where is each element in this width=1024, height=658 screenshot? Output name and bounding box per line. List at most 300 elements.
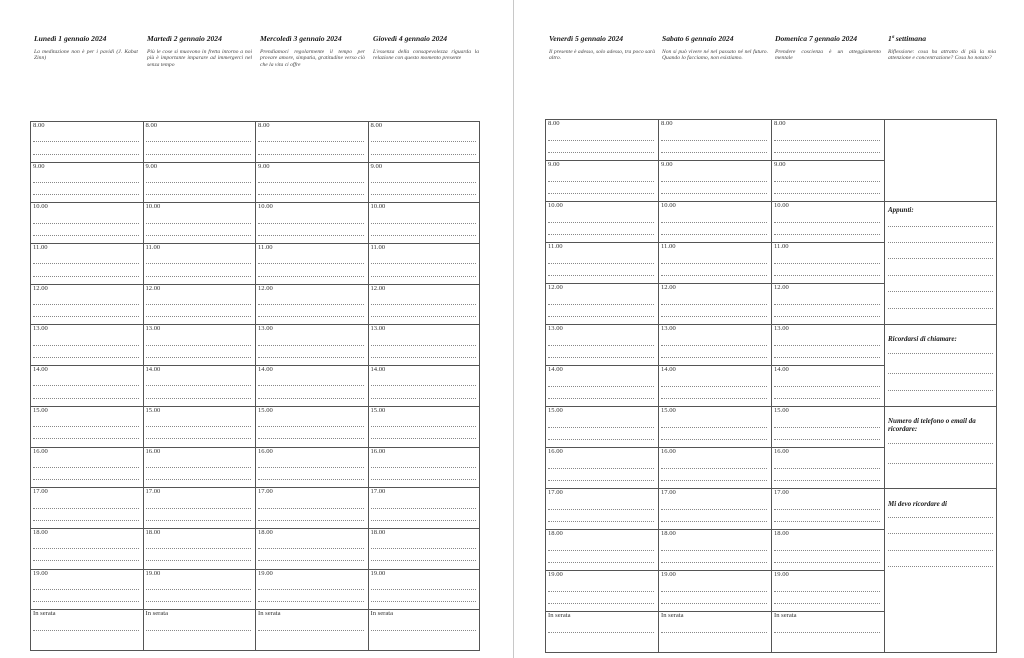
writing-line [774, 193, 880, 194]
time-slot[interactable] [368, 324, 481, 365]
time-label: 13.00 [145, 325, 161, 333]
time-label: In serata [548, 612, 571, 619]
writing-line [33, 141, 139, 142]
writing-line [146, 141, 252, 142]
time-label: 10.00 [661, 202, 676, 209]
week-reflection: Riflessione: cosa ha attratto di più la mia attenzione e concentrazione? Cosa ho notato? [888, 49, 996, 62]
time-slot[interactable] [771, 611, 884, 652]
writing-line [371, 630, 477, 631]
writing-line [146, 276, 252, 277]
notes-section-divider [884, 201, 997, 202]
writing-line [661, 275, 767, 276]
time-label: 8.00 [774, 120, 786, 127]
time-label: 15.00 [661, 407, 676, 414]
writing-line [371, 398, 477, 399]
time-slot[interactable] [658, 242, 771, 283]
notes-section-divider [884, 488, 997, 489]
writing-line [146, 589, 252, 590]
notes-writing-line[interactable] [888, 443, 993, 444]
time-slot[interactable] [368, 569, 481, 610]
notes-writing-line[interactable] [888, 550, 993, 551]
time-slot[interactable] [143, 324, 256, 365]
time-slot[interactable] [545, 406, 658, 447]
time-slot[interactable] [658, 119, 771, 160]
writing-line [661, 480, 767, 481]
writing-line [33, 223, 139, 224]
writing-line [371, 589, 477, 590]
time-label: 18.00 [370, 528, 386, 536]
time-label: 11.00 [370, 244, 386, 252]
time-slot[interactable] [545, 365, 658, 406]
time-label: 12.00 [774, 284, 789, 291]
writing-line [661, 193, 767, 194]
time-slot[interactable] [658, 611, 771, 652]
writing-line [661, 603, 767, 604]
time-label: 16.00 [548, 448, 563, 455]
time-label: 12.00 [33, 284, 48, 292]
day-quote: Prendere coscienza è un atteggiamento mentale [775, 49, 881, 62]
time-label: 15.00 [33, 406, 48, 414]
time-slot[interactable] [143, 528, 256, 569]
writing-line [258, 141, 364, 142]
writing-line [258, 263, 364, 264]
writing-line [774, 234, 880, 235]
time-slot[interactable] [771, 324, 884, 365]
writing-line [661, 152, 767, 153]
time-slot[interactable] [143, 202, 256, 243]
day-header-thursday [373, 34, 479, 62]
writing-line [661, 316, 767, 317]
time-label: 13.00 [661, 325, 676, 332]
time-label: 16.00 [370, 447, 386, 455]
time-label: 15.00 [145, 406, 161, 414]
time-label: 11.00 [33, 244, 48, 252]
writing-line [548, 427, 654, 428]
writing-line [33, 154, 139, 155]
time-slot[interactable] [30, 528, 143, 569]
writing-line [774, 386, 880, 387]
time-slot[interactable] [30, 324, 143, 365]
writing-line [548, 521, 654, 522]
time-label: 11.00 [774, 243, 789, 250]
writing-line [371, 276, 477, 277]
time-slot[interactable] [658, 488, 771, 529]
writing-line [548, 193, 654, 194]
writing-line [146, 630, 252, 631]
notes-writing-line[interactable] [888, 566, 993, 567]
writing-line [146, 385, 252, 386]
time-label: 9.00 [33, 162, 45, 170]
time-label: 17.00 [774, 489, 789, 496]
time-slot[interactable] [545, 283, 658, 324]
writing-line [33, 235, 139, 236]
writing-line [146, 263, 252, 264]
time-slot[interactable] [368, 202, 481, 243]
time-slot[interactable] [545, 201, 658, 242]
time-slot[interactable] [658, 529, 771, 570]
writing-line [548, 234, 654, 235]
time-slot[interactable] [545, 119, 658, 160]
writing-line [774, 263, 880, 264]
time-label: 19.00 [258, 569, 273, 577]
time-label: 19.00 [661, 571, 676, 578]
time-label: 11.00 [145, 244, 161, 252]
writing-line [146, 560, 252, 561]
time-slot[interactable] [771, 201, 884, 242]
writing-line [146, 520, 252, 521]
day-title: Lunedì 1 gennaio 2024 [34, 34, 107, 43]
time-slot[interactable] [658, 201, 771, 242]
writing-line [548, 562, 654, 563]
time-slot[interactable] [545, 529, 658, 570]
day-header-tuesday [147, 34, 252, 68]
day-title: Domenica 7 gennaio 2024 [775, 34, 858, 43]
writing-line [33, 601, 139, 602]
writing-line [774, 550, 880, 551]
notes-writing-line[interactable] [888, 390, 993, 391]
time-slot[interactable] [30, 284, 143, 325]
time-slot[interactable] [368, 243, 481, 284]
writing-line [33, 316, 139, 317]
time-slot[interactable] [545, 242, 658, 283]
time-slot[interactable] [255, 609, 368, 650]
time-label: 17.00 [258, 488, 273, 496]
page-gutter [513, 0, 514, 658]
time-slot[interactable] [545, 611, 658, 652]
writing-line [774, 140, 880, 141]
time-slot[interactable] [143, 609, 256, 650]
time-slot[interactable] [255, 202, 368, 243]
day-header-saturday [662, 34, 768, 62]
writing-line [33, 630, 139, 631]
time-label: 15.00 [774, 407, 789, 414]
day-quote: Il presente è adesso, solo adesso, tra poco sarà altro. [549, 49, 655, 62]
time-slot[interactable] [771, 365, 884, 406]
notes-section-divider [884, 652, 997, 653]
time-label: In serata [370, 610, 394, 618]
writing-line [548, 316, 654, 317]
notes-writing-line[interactable] [888, 533, 993, 534]
time-slot[interactable] [255, 121, 368, 162]
writing-line [33, 276, 139, 277]
time-label: 10.00 [33, 203, 48, 211]
time-label: 15.00 [258, 406, 273, 414]
time-label: 9.00 [774, 161, 786, 168]
writing-line [33, 589, 139, 590]
time-label: 16.00 [774, 448, 789, 455]
time-slot[interactable] [368, 162, 481, 203]
writing-line [661, 304, 767, 305]
time-slot[interactable] [30, 162, 143, 203]
writing-line [258, 508, 364, 509]
time-label: 8.00 [145, 122, 158, 129]
time-slot[interactable] [368, 284, 481, 325]
time-slot[interactable] [143, 487, 256, 528]
time-slot[interactable] [368, 365, 481, 406]
time-slot[interactable] [771, 406, 884, 447]
writing-line [548, 263, 654, 264]
time-label: 13.00 [258, 325, 273, 333]
writing-line [146, 304, 252, 305]
writing-line [774, 427, 880, 428]
writing-line [371, 479, 477, 480]
time-label: 13.00 [370, 325, 386, 333]
writing-line [33, 385, 139, 386]
writing-line [661, 550, 767, 551]
time-slot[interactable] [368, 609, 481, 650]
writing-line [258, 426, 364, 427]
day-header-sunday [775, 34, 881, 62]
time-label: In serata [774, 612, 797, 619]
time-label: 15.00 [370, 406, 386, 414]
writing-line [548, 345, 654, 346]
writing-line [774, 591, 880, 592]
notes-section-divider [884, 119, 997, 120]
time-slot[interactable] [771, 488, 884, 529]
writing-line [774, 632, 880, 633]
writing-line [33, 438, 139, 439]
writing-line [146, 398, 252, 399]
notes-writing-line[interactable] [888, 353, 993, 354]
time-slot[interactable] [255, 162, 368, 203]
time-label: 9.00 [370, 162, 383, 170]
time-slot[interactable] [545, 160, 658, 201]
writing-line [371, 426, 477, 427]
day-header-wednesday [260, 34, 365, 68]
time-slot[interactable] [771, 283, 884, 324]
notes-writing-line[interactable] [888, 258, 993, 259]
writing-line [146, 426, 252, 427]
writing-line [661, 222, 767, 223]
time-label: 17.00 [548, 489, 563, 496]
writing-line [146, 467, 252, 468]
writing-line [774, 562, 880, 563]
writing-line [258, 398, 364, 399]
notes-writing-line[interactable] [888, 226, 993, 227]
writing-line [258, 601, 364, 602]
time-slot[interactable] [368, 447, 481, 488]
writing-line [371, 345, 477, 346]
time-slot[interactable] [143, 243, 256, 284]
writing-line [371, 520, 477, 521]
notes-writing-line[interactable] [888, 463, 993, 464]
time-slot[interactable] [30, 447, 143, 488]
time-label: 11.00 [258, 244, 273, 252]
time-slot[interactable] [143, 569, 256, 610]
writing-line [774, 345, 880, 346]
writing-line [548, 468, 654, 469]
writing-line [661, 181, 767, 182]
writing-line [258, 385, 364, 386]
time-slot[interactable] [368, 121, 481, 162]
time-slot[interactable] [771, 119, 884, 160]
time-label: 10.00 [258, 203, 273, 211]
writing-line [371, 560, 477, 561]
writing-line [774, 521, 880, 522]
time-label: 18.00 [33, 528, 48, 536]
day-title: Mercoledì 3 gennaio 2024 [260, 34, 342, 43]
writing-line [661, 263, 767, 264]
writing-line [258, 154, 364, 155]
notes-writing-line[interactable] [888, 373, 993, 374]
time-label: 10.00 [774, 202, 789, 209]
writing-line [371, 357, 477, 358]
writing-line [371, 385, 477, 386]
writing-line [548, 304, 654, 305]
writing-line [661, 386, 767, 387]
time-slot[interactable] [255, 569, 368, 610]
time-slot[interactable] [143, 365, 256, 406]
time-slot[interactable] [368, 487, 481, 528]
time-slot[interactable] [255, 284, 368, 325]
time-slot[interactable] [30, 487, 143, 528]
time-slot[interactable] [30, 365, 143, 406]
writing-line [258, 194, 364, 195]
writing-line [258, 304, 364, 305]
time-label: 11.00 [661, 243, 676, 250]
time-label: 18.00 [145, 528, 161, 536]
writing-line [146, 508, 252, 509]
writing-line [774, 222, 880, 223]
notes-writing-line[interactable] [888, 308, 993, 309]
time-slot[interactable] [658, 160, 771, 201]
writing-line [258, 520, 364, 521]
writing-line [146, 345, 252, 346]
time-slot[interactable] [255, 365, 368, 406]
time-slot[interactable] [545, 324, 658, 365]
time-slot[interactable] [545, 447, 658, 488]
time-slot[interactable] [30, 609, 143, 650]
time-label: 10.00 [145, 203, 161, 211]
time-slot[interactable] [143, 447, 256, 488]
time-slot[interactable] [143, 406, 256, 447]
time-slot[interactable] [545, 488, 658, 529]
writing-line [258, 345, 364, 346]
time-label: 14.00 [258, 366, 273, 374]
writing-line [33, 508, 139, 509]
time-label: 14.00 [661, 366, 676, 373]
time-slot[interactable] [658, 570, 771, 611]
writing-line [371, 194, 477, 195]
time-label: In serata [145, 610, 169, 618]
time-label: 8.00 [258, 122, 270, 129]
time-slot[interactable] [368, 528, 481, 569]
writing-line [774, 275, 880, 276]
time-slot[interactable] [255, 406, 368, 447]
time-slot[interactable] [658, 447, 771, 488]
time-label: 14.00 [548, 366, 563, 373]
writing-line [548, 591, 654, 592]
time-slot[interactable] [30, 121, 143, 162]
time-slot[interactable] [255, 447, 368, 488]
time-label: 19.00 [145, 569, 161, 577]
writing-line [661, 591, 767, 592]
time-slot[interactable] [30, 406, 143, 447]
time-slot[interactable] [658, 365, 771, 406]
time-label: 8.00 [661, 120, 673, 127]
time-label: 13.00 [774, 325, 789, 332]
time-slot[interactable] [143, 162, 256, 203]
time-slot[interactable] [255, 487, 368, 528]
writing-line [661, 140, 767, 141]
time-slot[interactable] [658, 406, 771, 447]
time-slot[interactable] [255, 528, 368, 569]
time-slot[interactable] [545, 570, 658, 611]
time-slot[interactable] [143, 121, 256, 162]
notes-writing-line[interactable] [888, 517, 993, 518]
writing-line [774, 439, 880, 440]
writing-line [146, 223, 252, 224]
time-slot[interactable] [255, 243, 368, 284]
writing-line [33, 520, 139, 521]
writing-line [33, 304, 139, 305]
time-slot[interactable] [771, 160, 884, 201]
time-label: 12.00 [548, 284, 563, 291]
day-quote: Prendiamoci regolarmente il tempo per provare amore, simpatia, gratitudine verso ciò che la vita ci offre [260, 49, 365, 68]
time-label: In serata [661, 612, 684, 619]
writing-line [548, 398, 654, 399]
time-slot[interactable] [368, 406, 481, 447]
time-label: 18.00 [661, 530, 676, 537]
writing-line [146, 479, 252, 480]
week-header [888, 34, 996, 62]
writing-line [548, 480, 654, 481]
writing-line [774, 509, 880, 510]
writing-line [661, 632, 767, 633]
writing-line [258, 630, 364, 631]
notes-writing-line[interactable] [888, 242, 993, 243]
writing-line [258, 223, 364, 224]
writing-line [258, 479, 364, 480]
time-slot[interactable] [143, 284, 256, 325]
time-slot[interactable] [771, 447, 884, 488]
time-slot[interactable] [658, 283, 771, 324]
day-title: Sabato 6 gennaio 2024 [662, 34, 734, 43]
time-slot[interactable] [30, 569, 143, 610]
writing-line [371, 141, 477, 142]
writing-line [258, 276, 364, 277]
writing-line [548, 222, 654, 223]
time-label: 16.00 [661, 448, 676, 455]
writing-line [661, 468, 767, 469]
writing-line [661, 509, 767, 510]
writing-line [548, 603, 654, 604]
day-header-monday [34, 34, 138, 62]
writing-line [774, 398, 880, 399]
time-slot[interactable] [771, 529, 884, 570]
column-divider [884, 119, 885, 652]
time-label: 17.00 [33, 488, 48, 496]
writing-line [548, 357, 654, 358]
writing-line [258, 316, 364, 317]
left-schedule-grid [30, 121, 480, 650]
time-slot[interactable] [771, 570, 884, 611]
writing-line [146, 154, 252, 155]
time-label: 16.00 [258, 447, 273, 455]
time-slot[interactable] [30, 202, 143, 243]
writing-line [33, 194, 139, 195]
time-slot[interactable] [30, 243, 143, 284]
time-slot[interactable] [255, 324, 368, 365]
notes-telefono-label: Numero di telefono o email da ricordare: [888, 417, 976, 433]
notes-writing-line[interactable] [888, 275, 993, 276]
time-label: 10.00 [370, 203, 386, 211]
time-label: 9.00 [145, 162, 158, 170]
time-label: 18.00 [774, 530, 789, 537]
time-slot[interactable] [658, 324, 771, 365]
notes-writing-line[interactable] [888, 291, 993, 292]
time-slot[interactable] [771, 242, 884, 283]
